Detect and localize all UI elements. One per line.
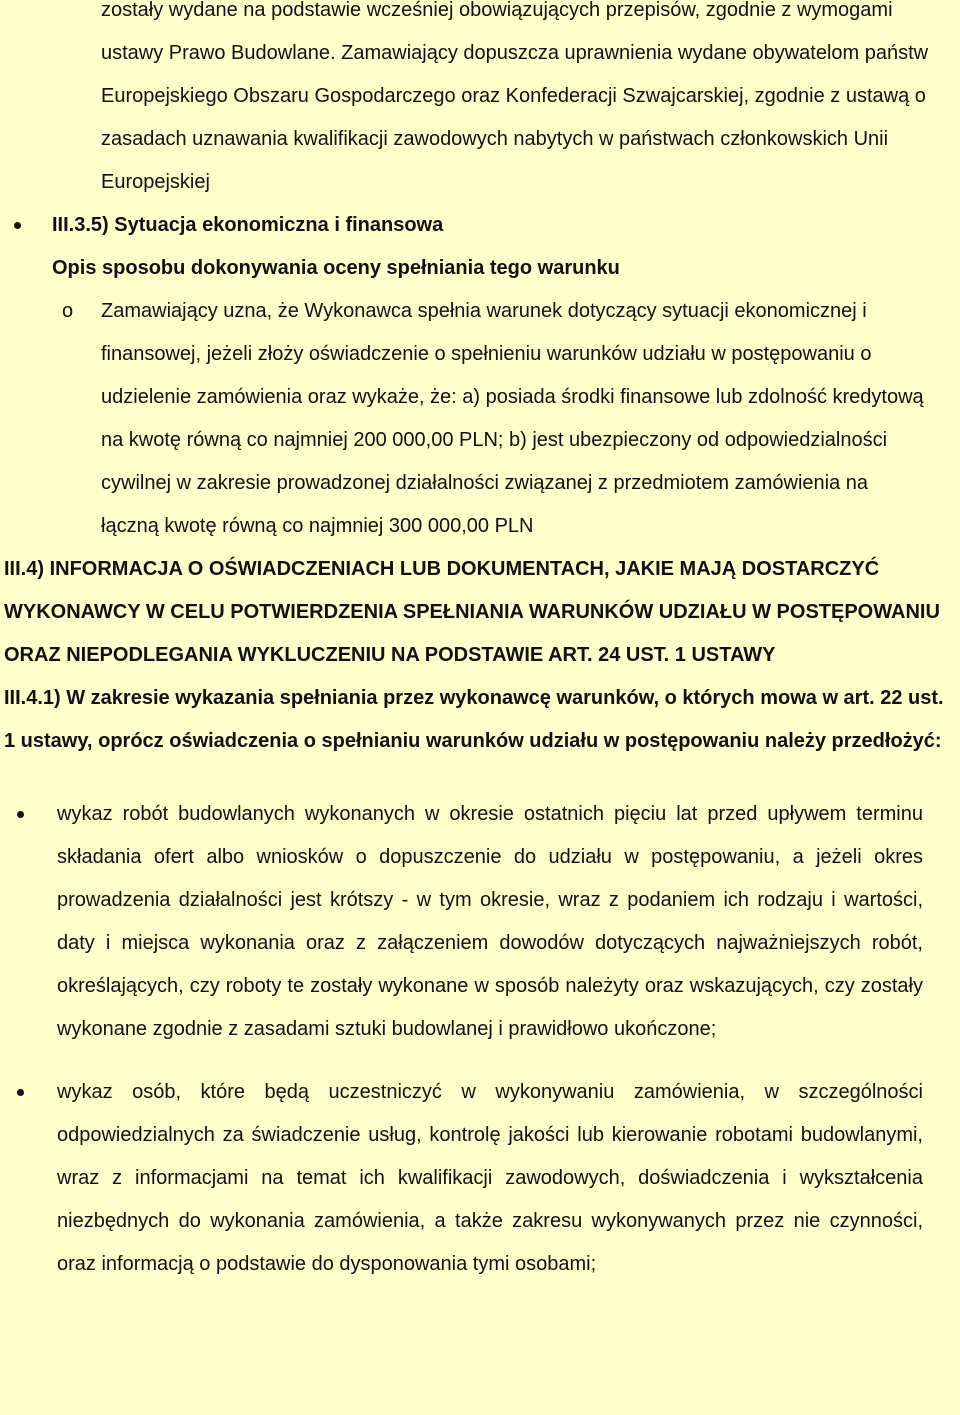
condition-text: Zamawiający uzna, że Wykonawca spełnia warunek dotyczący sytuacji ekonomicznej i finansowej, jeżeli złoży oświadczenie o spełnieniu warunków udziału w postępowaniu o udzielenie zamówienia oraz wykaże, że: a) posiada środki finansowe lub zdolność kredytową na kwotę równą co najmniej 200 000,00 PLN; b) jest ubezpieczony od odpowiedzialności cywilnej w zakresie prowadzonej działalności związanej z przedmiotem zamówienia na łączną kwotę równą co najmniej 300 000,00 PLN — [101, 300, 924, 537]
bullet-dot — [17, 1089, 24, 1096]
list-item-text: wykaz robót budowlanych wykonanych w okresie ostatnich pięciu lat przed upływem terminu składania ofert albo wniosków o dopuszczenie do udziału w postępowaniu, a jeżeli okres prowadzenia działalności jest krótszy - w tym okresie, wraz z podaniem ich rodzaju i wartości, daty i miejsca wykonania oraz z załączeniem dowodów dotyczących najważniejszych robót, określających, czy roboty te zostały wykonane w sposób należyty oraz wskazujących, czy zostały wykonane zgodnie z zasadami sztuki budowlanej i prawidłowo ukończone; — [57, 803, 923, 1040]
section-4-heading: III.4) INFORMACJA O OŚWIADCZENIACH LUB DOKUMENTACH, JAKIE MAJĄ DOSTARCZYĆ WYKONAWCY W CELU POTWIERDZENIA SPEŁNIANIA WARUNKÓW UDZIAŁU W POSTĘPOWANIU ORAZ NIEPODLEGANIA WYKLUCZENIU NA PODSTAWIE ART. 24 UST. 1 USTAWY — [4, 558, 940, 666]
spacer — [0, 763, 960, 793]
list-item — [0, 1071, 960, 1286]
bullet-dot — [17, 811, 24, 818]
section-3-5-bullet — [0, 204, 960, 247]
spacer — [0, 1051, 960, 1071]
requirements-list — [0, 793, 960, 1286]
sub-bullet-marker: o — [62, 300, 74, 322]
intro-paragraph: zostały wydane na podstawie wcześniej obowiązujących przepisów, zgodnie z wymogami ustawy Prawo Budowlane. Zamawiający dopuszcza uprawnienia wydane obywatelom państw Europejskiego Obszaru Gospodarczego oraz Konfederacji Szwajcarskiej, zgodnie z ustawą o zasadach uznawania kwalifikacji zawodowych nabytych w państwach członkowskich Unii Europejskiej — [101, 0, 929, 193]
section-4-1-heading: III.4.1) W zakresie wykazania spełniania przez wykonawcę warunków, o których mowa w art. 22 ust. 1 ustawy, oprócz oświadczenia o spełnianiu warunków udziału w postępowaniu należy przedłożyć: — [4, 687, 944, 752]
list-item-text: wykaz osób, które będą uczestniczyć w wykonywaniu zamówienia, w szczególności odpowiedzialnych za świadczenie usług, kontrolę jakości lub kierowanie robotami budowlanymi, wraz z informacjami na temat ich kwalifikacji zawodowych, doświadczenia i wykształcenia niezbędnych do wykonania zamówienia, a także zakresu wykonywanych przez nie czynności, oraz informacją o podstawie do dysponowania tymi osobami; — [57, 1081, 923, 1275]
description-heading: Opis sposobu dokonywania oceny spełniania tego warunku — [52, 257, 620, 279]
condition-item — [0, 290, 960, 548]
section-3-5-heading: III.3.5) Sytuacja ekonomiczna i finansowa — [52, 214, 444, 236]
list-item — [0, 793, 960, 1051]
bullet-dot — [14, 222, 21, 229]
